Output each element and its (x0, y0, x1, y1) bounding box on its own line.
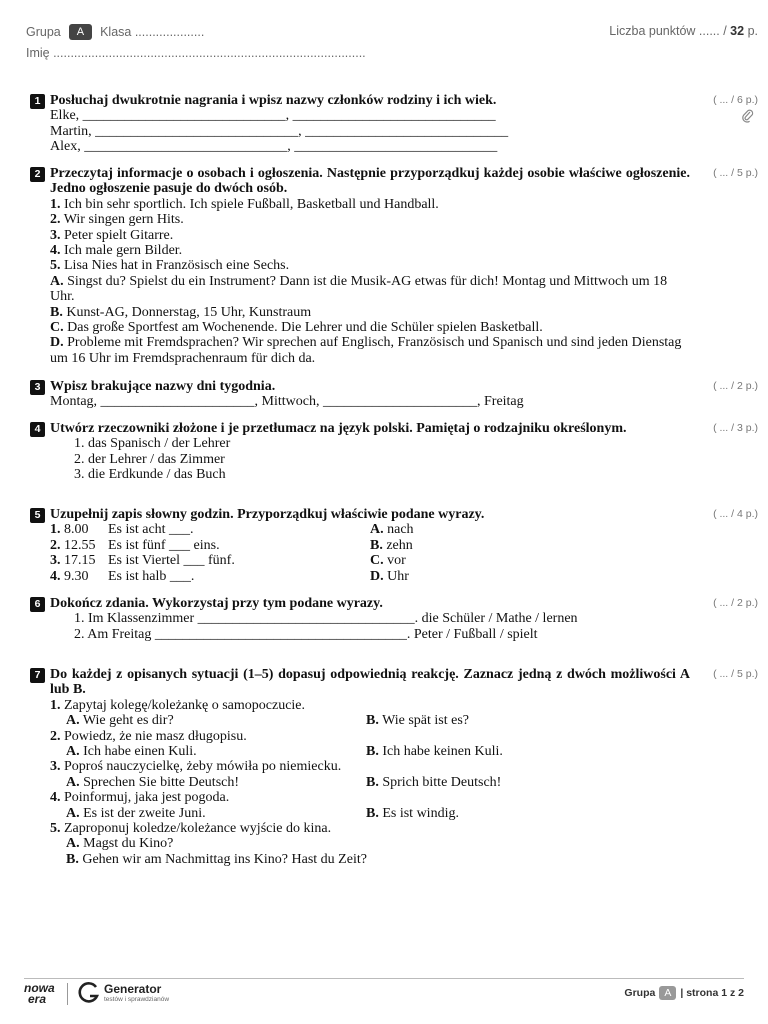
list-item: A. Singst du? Spielst du ein Instrument? Dann ist die Musik-AG etwas für dich! Montag und Mittwoch um 18 Uhr. (50, 273, 668, 305)
task-7 (30, 667, 690, 867)
task-6 (30, 596, 690, 642)
task-4 (30, 421, 690, 483)
paperclip-icon[interactable] (742, 109, 754, 128)
points-summary (609, 24, 758, 38)
option-item: C. vor (370, 553, 406, 569)
task-1 (30, 93, 690, 155)
list-item: 5. Lisa Nies hat in Französisch eine Sechs. (50, 258, 290, 274)
list-item: D. Probleme mit Fremdsprachen? Wir sprechen auf Englisch, Französisch und Spanisch und sind jeden Dienstag um 16 Uhr im Fremdsprachenraum für dich da. (50, 335, 682, 366)
option-b[interactable]: B. Wie spät ist es? (366, 713, 470, 729)
generator-logo-subtitle: testów i sprawdzianów (104, 996, 170, 1003)
answer-line: Montag, ______________________, Mittwoch, ______________________, Freitag (50, 394, 524, 410)
question-item: 3. Poproś nauczycielkę, żeby mówiła po niemiecku. (50, 759, 342, 775)
list-item: 4. Ich male gern Bilder. (50, 243, 183, 259)
task-number: 1 (30, 94, 45, 109)
task-title: Przeczytaj informacje o osobach i ogłoszenia. Następnie przyporządkuj każdej osobie właściwe ogłoszenie. Jedno ogłoszenie pasuje do dwóch osób. (50, 166, 690, 197)
answer-line: Elke, _____________________________, _____________________________ (50, 108, 496, 124)
option-b[interactable]: B. Gehen wir am Nachmittag ins Kino? Hast du Zeit? (66, 851, 367, 867)
grupa-badge: A (69, 24, 92, 40)
task-7-points: ( ... / 5 p.) (713, 668, 758, 680)
points-unit: p. (747, 24, 758, 38)
task-title: Dokończ zdania. Wykorzystaj przy tym podane wyrazy. (50, 596, 383, 611)
footer-divider (24, 978, 744, 979)
generator-logo-text: Generator (104, 982, 162, 996)
klasa-field: Klasa .................... (100, 25, 205, 39)
task-number: 7 (30, 668, 45, 683)
task-5 (30, 507, 690, 584)
list-item: 1. Im Klassenzimmer _______________________________. die Schüler / Mathe / lernen (74, 611, 578, 627)
task-title: Do każdej z opisanych sytuacji (1–5) dopasuj odpowiednią reakcję. Zaznacz jedną z dwóch możliwości A lub B. (50, 667, 690, 698)
list-item: 2. Am Freitag ____________________________________. Peter / Fußball / spielt (74, 626, 538, 642)
answer-line: Martin, _____________________________, _____________________________ (50, 123, 509, 139)
option-item: A. nach (370, 522, 414, 538)
option-a[interactable]: A. Es ist der zweite Juni. (66, 805, 206, 821)
task-number: 2 (30, 167, 45, 182)
task-3-points: ( ... / 2 p.) (713, 380, 758, 392)
answer-line: Alex, _____________________________, _____________________________ (50, 139, 498, 155)
logo-divider (67, 983, 68, 1005)
generator-logo-icon (78, 982, 100, 1004)
list-item: 3. 17.15 Es ist Viertel ___ fünf. (50, 553, 235, 569)
footer-grupa-badge: A (659, 986, 676, 1000)
list-item: 3. Peter spielt Gitarre. (50, 227, 174, 243)
task-5-points: ( ... / 4 p.) (713, 508, 758, 520)
list-item: 1. das Spanisch / der Lehrer (74, 436, 231, 452)
list-item: 1. Ich bin sehr sportlich. Ich spiele Fußball, Basketball und Handball. (50, 196, 439, 212)
question-item: 1. Zapytaj kolegę/koleżankę o samopoczucie. (50, 697, 306, 713)
task-number: 3 (30, 380, 45, 395)
list-item: 2. 12.55 Es ist fünf ___ eins. (50, 537, 220, 553)
list-item: C. Das große Sportfest am Wochenende. Die Lehrer und die Schüler spielen Basketball. (50, 320, 543, 336)
option-a[interactable]: A. Ich habe einen Kuli. (66, 744, 197, 760)
task-title: Posłuchaj dwukrotnie nagrania i wpisz nazwy członków rodziny i ich wiek. (50, 93, 497, 108)
task-1-points: ( ... / 6 p.) (713, 94, 758, 106)
task-number: 4 (30, 422, 45, 437)
task-2 (30, 166, 690, 366)
task-title: Wpisz brakujące nazwy dni tygodnia. (50, 379, 276, 394)
question-item: 2. Powiedz, że nie masz długopisu. (50, 728, 247, 744)
footer-page-number: | strona 1 z 2 (680, 987, 744, 999)
footer-grupa-label: Grupa (624, 987, 656, 999)
option-item: D. Uhr (370, 568, 409, 584)
option-a[interactable]: A. Wie geht es dir? (66, 713, 174, 729)
list-item: 2. der Lehrer / das Zimmer (74, 451, 225, 467)
option-b[interactable]: B. Es ist windig. (366, 805, 459, 821)
option-b[interactable]: B. Ich habe keinen Kuli. (366, 744, 503, 760)
nowa-era-logo: nowa era (24, 981, 55, 1006)
task-6-points: ( ... / 2 p.) (713, 597, 758, 609)
task-3 (30, 379, 690, 410)
list-item: 2. Wir singen gern Hits. (50, 212, 184, 228)
task-title: Utwórz rzeczowniki złożone i je przetłumacz na język polski. Pamiętaj o rodzajniku określonym. (50, 421, 627, 436)
points-label: Liczba punktów ...... / (609, 24, 727, 38)
list-item: 1. 8.00 Es ist acht ___. (50, 522, 194, 538)
option-a[interactable]: A. Sprechen Sie bitte Deutsch! (66, 774, 240, 790)
question-item: 4. Poinformuj, jaka jest pogoda. (50, 790, 230, 806)
list-item: 4. 9.30 Es ist halb ___. (50, 568, 195, 584)
question-item: 5. Zaproponuj koledze/koleżance wyjście do kina. (50, 821, 332, 837)
task-4-points: ( ... / 3 p.) (713, 422, 758, 434)
task-number: 6 (30, 597, 45, 612)
option-a[interactable]: A. Magst du Kino? (66, 836, 174, 852)
option-b[interactable]: B. Sprich bitte Deutsch! (366, 774, 502, 790)
list-item: 3. die Erdkunde / das Buch (74, 467, 226, 483)
task-number: 5 (30, 508, 45, 523)
header-row (26, 24, 204, 40)
option-item: B. zehn (370, 537, 413, 553)
grupa-label: Grupa (26, 25, 61, 39)
task-2-points: ( ... / 5 p.) (713, 167, 758, 179)
task-title: Uzupełnij zapis słowny godzin. Przyporządkuj właściwie podane wyrazy. (50, 507, 485, 522)
imie-field: Imię .......................................................................................... (26, 46, 366, 60)
list-item: B. Kunst-AG, Donnerstag, 15 Uhr, Kunstraum (50, 304, 312, 320)
points-total: 32 (730, 24, 745, 38)
footer-page-info (624, 986, 744, 1000)
